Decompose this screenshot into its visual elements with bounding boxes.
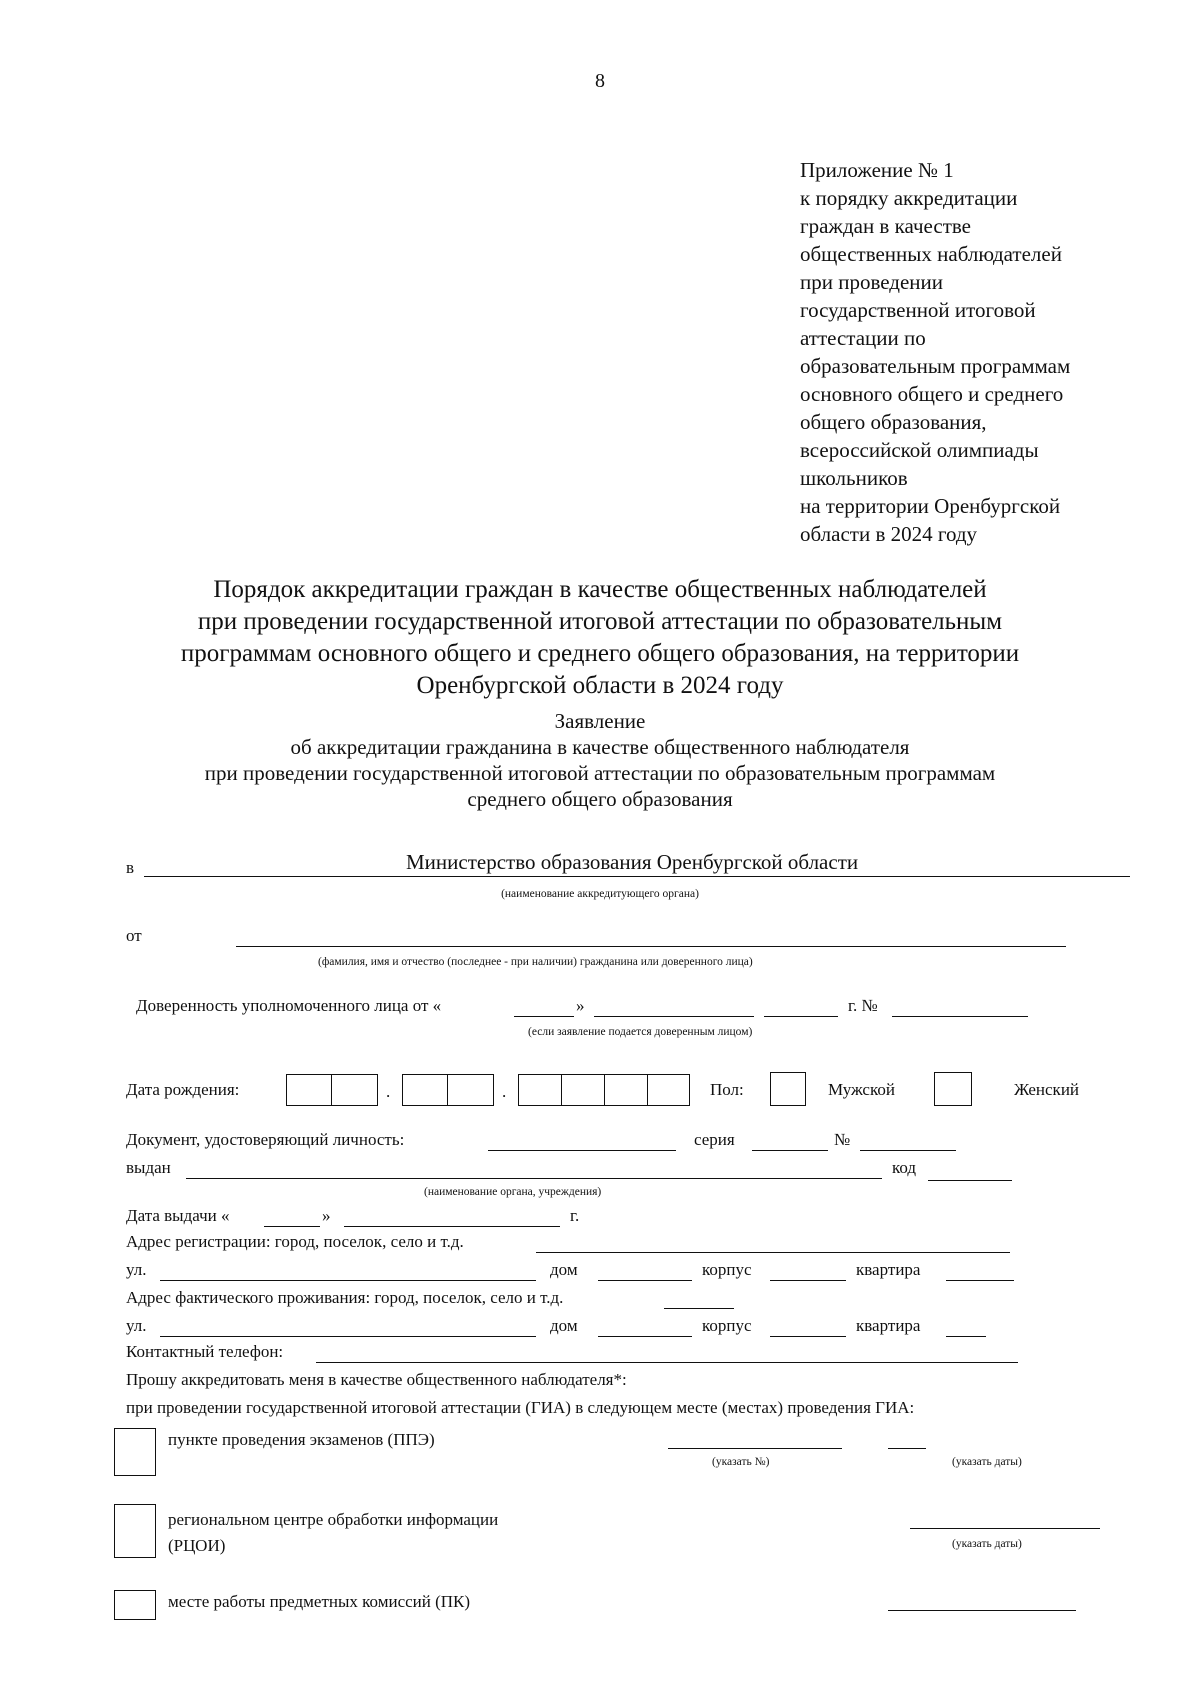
series-field[interactable] bbox=[752, 1150, 828, 1151]
from-field-hint: (фамилия, имя и отчество (последнее - при наличии) гражданина или доверенного лица) bbox=[318, 956, 753, 968]
building-label: корпус bbox=[702, 1316, 752, 1335]
request-text: Прошу аккредитовать меня в качестве общественного наблюдателя*: bbox=[126, 1370, 627, 1389]
subtitle-line: об аккредитации гражданина в качестве общественного наблюдателя bbox=[290, 735, 910, 759]
house-label: дом bbox=[550, 1316, 578, 1335]
to-label: в bbox=[126, 858, 135, 877]
female-checkbox[interactable] bbox=[934, 1072, 972, 1106]
female-label: Женский bbox=[1014, 1080, 1080, 1099]
issued-by-label: выдан bbox=[126, 1158, 171, 1177]
issue-date-label: Дата выдачи « bbox=[126, 1206, 230, 1225]
subtitle-line: при проведении государственной итоговой аттестации по образовательным программам bbox=[204, 761, 996, 785]
cell-divider bbox=[331, 1075, 332, 1105]
street-label: ул. bbox=[126, 1260, 147, 1279]
id-number-label: № bbox=[834, 1130, 851, 1149]
to-field-line[interactable] bbox=[144, 876, 1130, 877]
document-title bbox=[0, 574, 1200, 702]
poa-number-label: г. № bbox=[848, 996, 878, 1015]
actual-address-label: Адрес фактического проживания: город, поселок, село и т.д. bbox=[126, 1288, 564, 1307]
annex-line: всероссийской олимпиады bbox=[800, 438, 1039, 462]
rcoi-option-abbr: (РЦОИ) bbox=[168, 1536, 226, 1555]
reg-city-field[interactable] bbox=[536, 1252, 1010, 1253]
actual-city-field[interactable] bbox=[664, 1308, 734, 1309]
ppe-option-label: пункте проведения экзаменов (ППЭ) bbox=[168, 1430, 435, 1449]
birth-month-boxes[interactable] bbox=[402, 1074, 494, 1106]
annex-line: на территории Оренбургской bbox=[800, 494, 1061, 518]
pk-checkbox[interactable] bbox=[114, 1590, 156, 1620]
annex-line: общественных наблюдателей bbox=[800, 242, 1062, 266]
actual-building-field[interactable] bbox=[770, 1336, 846, 1337]
ppe-number-hint: (указать №) bbox=[712, 1456, 770, 1468]
poa-hint: (если заявление подается доверенным лицом) bbox=[528, 1026, 753, 1038]
to-field-hint: (наименование аккредитующего органа) bbox=[501, 888, 699, 900]
year-suffix: г. bbox=[570, 1206, 580, 1225]
series-label: серия bbox=[694, 1130, 735, 1149]
issue-month-year-field[interactable] bbox=[344, 1226, 560, 1227]
actual-street-field[interactable] bbox=[160, 1336, 536, 1337]
title-line: при проведении государственной итоговой аттестации по образовательным bbox=[197, 608, 1003, 635]
poa-month-field[interactable] bbox=[594, 1016, 754, 1017]
from-label: от bbox=[126, 926, 142, 945]
phone-field[interactable] bbox=[316, 1362, 1018, 1363]
reg-building-field[interactable] bbox=[770, 1280, 846, 1281]
annex-line: основного общего и среднего bbox=[800, 382, 1064, 406]
quote-close: » bbox=[576, 996, 585, 1015]
cell-divider bbox=[447, 1075, 448, 1105]
annex-line: общего образования, bbox=[800, 410, 987, 434]
reg-apartment-field[interactable] bbox=[946, 1280, 1014, 1281]
application-heading bbox=[0, 708, 1200, 812]
phone-label: Контактный телефон: bbox=[126, 1342, 284, 1361]
rcoi-dates-field[interactable] bbox=[910, 1528, 1100, 1529]
cell-divider bbox=[604, 1075, 605, 1105]
gia-text: при проведении государственной итоговой аттестации (ГИА) в следующем месте (местах) проведения ГИА: bbox=[126, 1398, 915, 1417]
annex-line: к порядку аккредитации bbox=[800, 186, 1018, 210]
code-label: код bbox=[892, 1158, 917, 1177]
poa-number-field[interactable] bbox=[892, 1016, 1028, 1017]
issued-by-hint: (наименование органа, учреждения) bbox=[424, 1186, 602, 1198]
annex-line: школьников bbox=[800, 466, 908, 490]
ppe-number-field[interactable] bbox=[668, 1448, 842, 1449]
poa-day-field[interactable] bbox=[514, 1016, 574, 1017]
id-number-field[interactable] bbox=[860, 1150, 956, 1151]
reg-street-field[interactable] bbox=[160, 1280, 536, 1281]
gender-label: Пол: bbox=[710, 1080, 744, 1099]
rcoi-option-label: региональном центре обработки информации bbox=[168, 1510, 499, 1529]
quote-close: » bbox=[322, 1206, 331, 1225]
annex-line: образовательным программам bbox=[800, 354, 1071, 378]
date-separator: . bbox=[502, 1082, 507, 1101]
annex-line: области в 2024 году bbox=[800, 522, 978, 546]
birth-year-boxes[interactable] bbox=[518, 1074, 690, 1106]
reg-address-label: Адрес регистрации: город, поселок, село и т.д. bbox=[126, 1232, 464, 1251]
page-number: 8 bbox=[595, 70, 605, 92]
subtitle-line: Заявление bbox=[554, 709, 646, 733]
cell-divider bbox=[561, 1075, 562, 1105]
power-of-attorney-label: Доверенность уполномоченного лица от « bbox=[136, 996, 442, 1015]
title-line: Порядок аккредитации граждан в качестве общественных наблюдателей bbox=[213, 576, 987, 603]
ppe-dates-hint: (указать даты) bbox=[952, 1456, 1022, 1468]
male-checkbox[interactable] bbox=[770, 1072, 806, 1106]
male-label: Мужской bbox=[828, 1080, 895, 1099]
annex-line: государственной итоговой bbox=[800, 298, 1036, 322]
title-line: программам основного общего и среднего общего образования, на территории bbox=[180, 640, 1020, 667]
birth-date-label: Дата рождения: bbox=[126, 1080, 240, 1099]
annex-line: при проведении bbox=[800, 270, 944, 294]
building-label: корпус bbox=[702, 1260, 752, 1279]
subtitle-line: среднего общего образования bbox=[467, 787, 733, 811]
annex-line: аттестации по bbox=[800, 326, 926, 350]
pk-dates-field[interactable] bbox=[888, 1610, 1076, 1611]
from-field-line[interactable] bbox=[236, 946, 1066, 947]
actual-apartment-field[interactable] bbox=[946, 1336, 986, 1337]
id-document-field[interactable] bbox=[488, 1150, 676, 1151]
ppe-checkbox[interactable] bbox=[114, 1428, 156, 1476]
ppe-dates-field[interactable] bbox=[888, 1448, 926, 1449]
poa-year-field[interactable] bbox=[764, 1016, 838, 1017]
title-line: Оренбургской области в 2024 году bbox=[416, 672, 784, 699]
date-separator: . bbox=[386, 1082, 391, 1101]
rcoi-checkbox[interactable] bbox=[114, 1504, 156, 1558]
reg-house-field[interactable] bbox=[598, 1280, 692, 1281]
annex-line: Приложение № 1 bbox=[800, 158, 954, 182]
house-label: дом bbox=[550, 1260, 578, 1279]
to-field-value: Министерство образования Оренбургской области bbox=[406, 850, 859, 874]
id-document-label: Документ, удостоверяющий личность: bbox=[126, 1130, 405, 1149]
rcoi-dates-hint: (указать даты) bbox=[952, 1538, 1022, 1550]
street-label: ул. bbox=[126, 1316, 147, 1335]
annex-block bbox=[800, 156, 1180, 548]
issue-day-field[interactable] bbox=[264, 1226, 320, 1227]
apartment-label: квартира bbox=[856, 1316, 921, 1335]
annex-line: граждан в качестве bbox=[800, 214, 971, 238]
issued-by-field[interactable] bbox=[186, 1178, 882, 1179]
actual-house-field[interactable] bbox=[598, 1336, 692, 1337]
birth-day-boxes[interactable] bbox=[286, 1074, 378, 1106]
cell-divider bbox=[647, 1075, 648, 1105]
code-field[interactable] bbox=[928, 1180, 1012, 1181]
apartment-label: квартира bbox=[856, 1260, 921, 1279]
pk-option-label: месте работы предметных комиссий (ПК) bbox=[168, 1592, 471, 1611]
